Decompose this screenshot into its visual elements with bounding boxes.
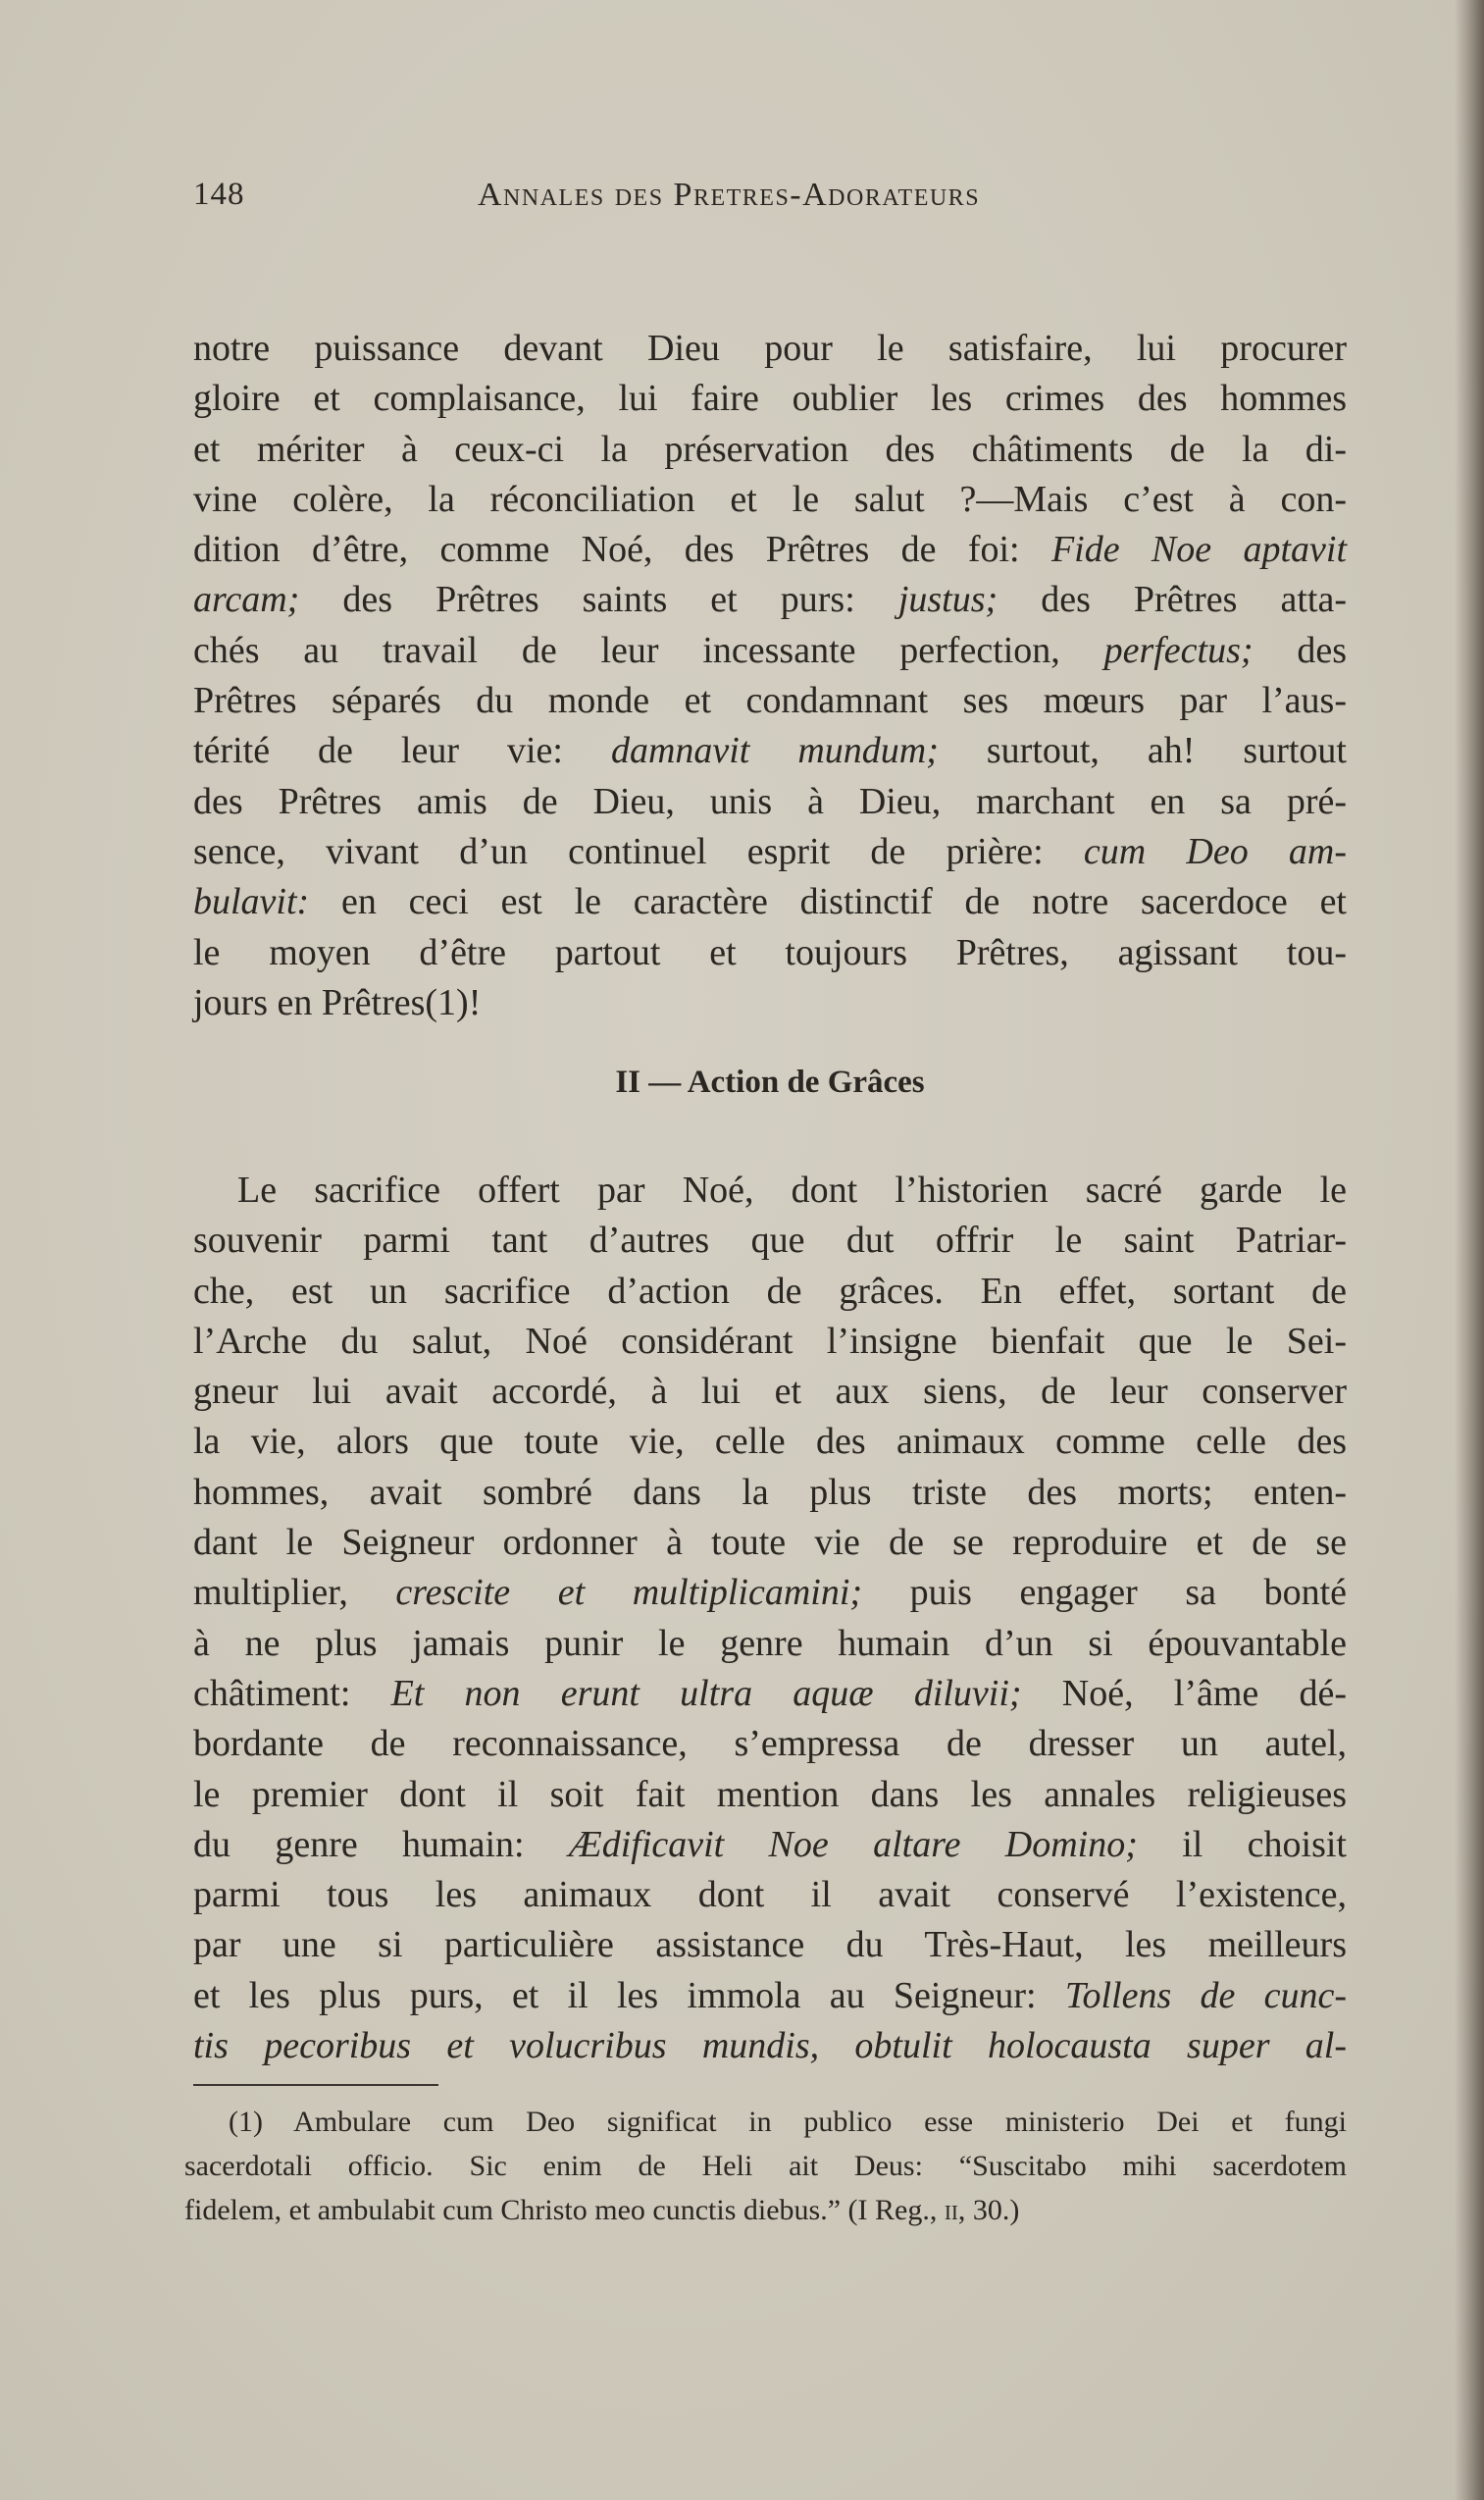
- latin-quote: Ædificavit Noe altare Domino;: [568, 1823, 1138, 1865]
- paragraph-2: [193, 1166, 1347, 2071]
- latin-quote: crescite et multiplicamini;: [395, 1572, 863, 1614]
- latin-quote: bulavit:: [193, 881, 310, 923]
- text-line: hommes, avait sombré dans la plus triste des morts; enten-: [193, 1471, 1347, 1513]
- text-line: [193, 525, 1347, 575]
- text-line: [193, 726, 1347, 776]
- footnote-line: sacerdotali officio. Sic enim de Heli ait Deus: “Suscitabo mihi sacerdotem: [184, 2150, 1347, 2182]
- text-segment: ii: [944, 2194, 958, 2226]
- text-line: souvenir parmi tant d’autres que dut offrir le saint Patriar-: [193, 1220, 1347, 1262]
- footnote: [184, 2100, 1347, 2232]
- text-line: [193, 877, 1347, 927]
- text-line: à ne plus jamais punir le genre humain d’un si épouvantable: [193, 1622, 1347, 1664]
- text-segment: dition d’être, comme Noé, des Prêtres de foi:: [193, 529, 1051, 571]
- footnote-rule: [193, 2084, 438, 2086]
- text-segment: sence, vivant d’un continuel esprit de prière:: [193, 830, 1084, 872]
- latin-quote: arcam;: [193, 579, 300, 621]
- text-line: jours en Prêtres(1)!: [193, 981, 482, 1023]
- footnote-line: [184, 2188, 1347, 2232]
- text-segment: châtiment:: [193, 1672, 391, 1714]
- text-segment: des: [1253, 629, 1347, 671]
- latin-quote: justus;: [897, 579, 998, 621]
- latin-quote: tis pecoribus et volucribus mundis, obtulit holocausta super al-: [193, 2025, 1347, 2067]
- text-line: Prêtres séparés du monde et condamnant ses mœurs par l’aus-: [193, 680, 1347, 722]
- text-line: [193, 626, 1347, 676]
- binding-edge: [1455, 0, 1484, 2500]
- text-line: par une si particulière assistance du Très-Haut, les meilleurs: [193, 1924, 1347, 1966]
- text-line: notre puissance devant Dieu pour le satisfaire, lui procurer: [193, 328, 1347, 369]
- text-segment: des Prêtres atta-: [998, 579, 1347, 621]
- text-segment: puis engager sa bonté: [862, 1572, 1347, 1614]
- text-line: et mériter à ceux-ci la préservation des châtiments de la di-: [193, 428, 1347, 470]
- text-line: [193, 575, 1347, 625]
- text-line: le moyen d’être partout et toujours Prêtres, agissant tou-: [193, 931, 1347, 973]
- text-line: la vie, alors que toute vie, celle des animaux comme celle des: [193, 1421, 1347, 1463]
- text-segment: surtout, ah! surtout: [938, 730, 1347, 772]
- text-segment: ): [1009, 2194, 1020, 2226]
- text-line: [193, 1669, 1347, 1719]
- text-line: vine colère, la réconciliation et le salut ?—Mais c’est à con-: [193, 478, 1347, 520]
- text-line: bordante de reconnaissance, s’empressa de dresser un autel,: [193, 1723, 1347, 1765]
- text-segment: du genre humain:: [193, 1823, 569, 1865]
- text-line: [193, 1971, 1347, 2021]
- text-segment: fidelem, et ambulabit cum Christo meo cunctis diebus.” (I Reg.,: [184, 2194, 945, 2226]
- text-line: gneur lui avait accordé, à lui et aux siens, de leur conserver: [193, 1371, 1347, 1413]
- page-header: [193, 177, 1076, 226]
- text-segment: des Prêtres saints et purs:: [299, 579, 898, 621]
- text-line: [193, 2021, 1347, 2071]
- text-line: le premier dont il soit fait mention dans les annales religieuses: [193, 1773, 1347, 1815]
- text-line: gloire et complaisance, lui faire oublier les crimes des hommes: [193, 378, 1347, 420]
- latin-quote: Fide Noe aptavit: [1050, 529, 1347, 571]
- latin-quote: Tollens de cunc-: [1064, 1974, 1347, 2016]
- text-line: parmi tous les animaux dont il avait conservé l’existence,: [193, 1874, 1347, 1916]
- text-segment: , 30.: [957, 2194, 1010, 2226]
- text-segment: en ceci est le caractère distinctif de notre sacerdoce et: [309, 881, 1347, 923]
- text-segment: chés au travail de leur incessante perfection,: [193, 629, 1104, 671]
- paragraph-1: [193, 324, 1347, 1028]
- latin-quote: perfectus;: [1103, 629, 1254, 671]
- page-number: 148: [193, 177, 245, 212]
- text-line: dant le Seigneur ordonner à toute vie de se reproduire et de se: [193, 1522, 1347, 1564]
- latin-quote: Et non erunt ultra aquæ diluvii;: [390, 1672, 1022, 1714]
- latin-quote: cum Deo am-: [1083, 830, 1347, 872]
- running-head: Annales des Pretres-Adorateurs: [478, 177, 981, 213]
- text-segment: il choisit: [1137, 1823, 1347, 1865]
- section-heading: II — Action de Grâces: [615, 1065, 925, 1100]
- text-segment: et les plus purs, et il les immola au Seigneur:: [193, 1974, 1065, 2016]
- text-line: l’Arche du salut, Noé considérant l’insigne bienfait que le Sei-: [193, 1320, 1347, 1362]
- text-line: [193, 1568, 1347, 1618]
- text-segment: Noé, l’âme dé-: [1021, 1672, 1348, 1714]
- text-segment: multiplier,: [193, 1572, 396, 1614]
- text-line: che, est un sacrifice d’action de grâces. En effet, sortant de: [193, 1270, 1347, 1312]
- text-segment: térité de leur vie:: [193, 730, 611, 772]
- footnote-line: (1) Ambulare cum Deo significat in publico esse ministerio Dei et fungi: [229, 2106, 1347, 2138]
- text-line: [193, 827, 1347, 877]
- text-line: des Prêtres amis de Dieu, unis à Dieu, marchant en sa pré-: [193, 780, 1347, 822]
- latin-quote: damnavit mundum;: [610, 730, 939, 772]
- text-line: [193, 1820, 1347, 1870]
- text-line: Le sacrifice offert par Noé, dont l’historien sacré garde le: [237, 1170, 1347, 1211]
